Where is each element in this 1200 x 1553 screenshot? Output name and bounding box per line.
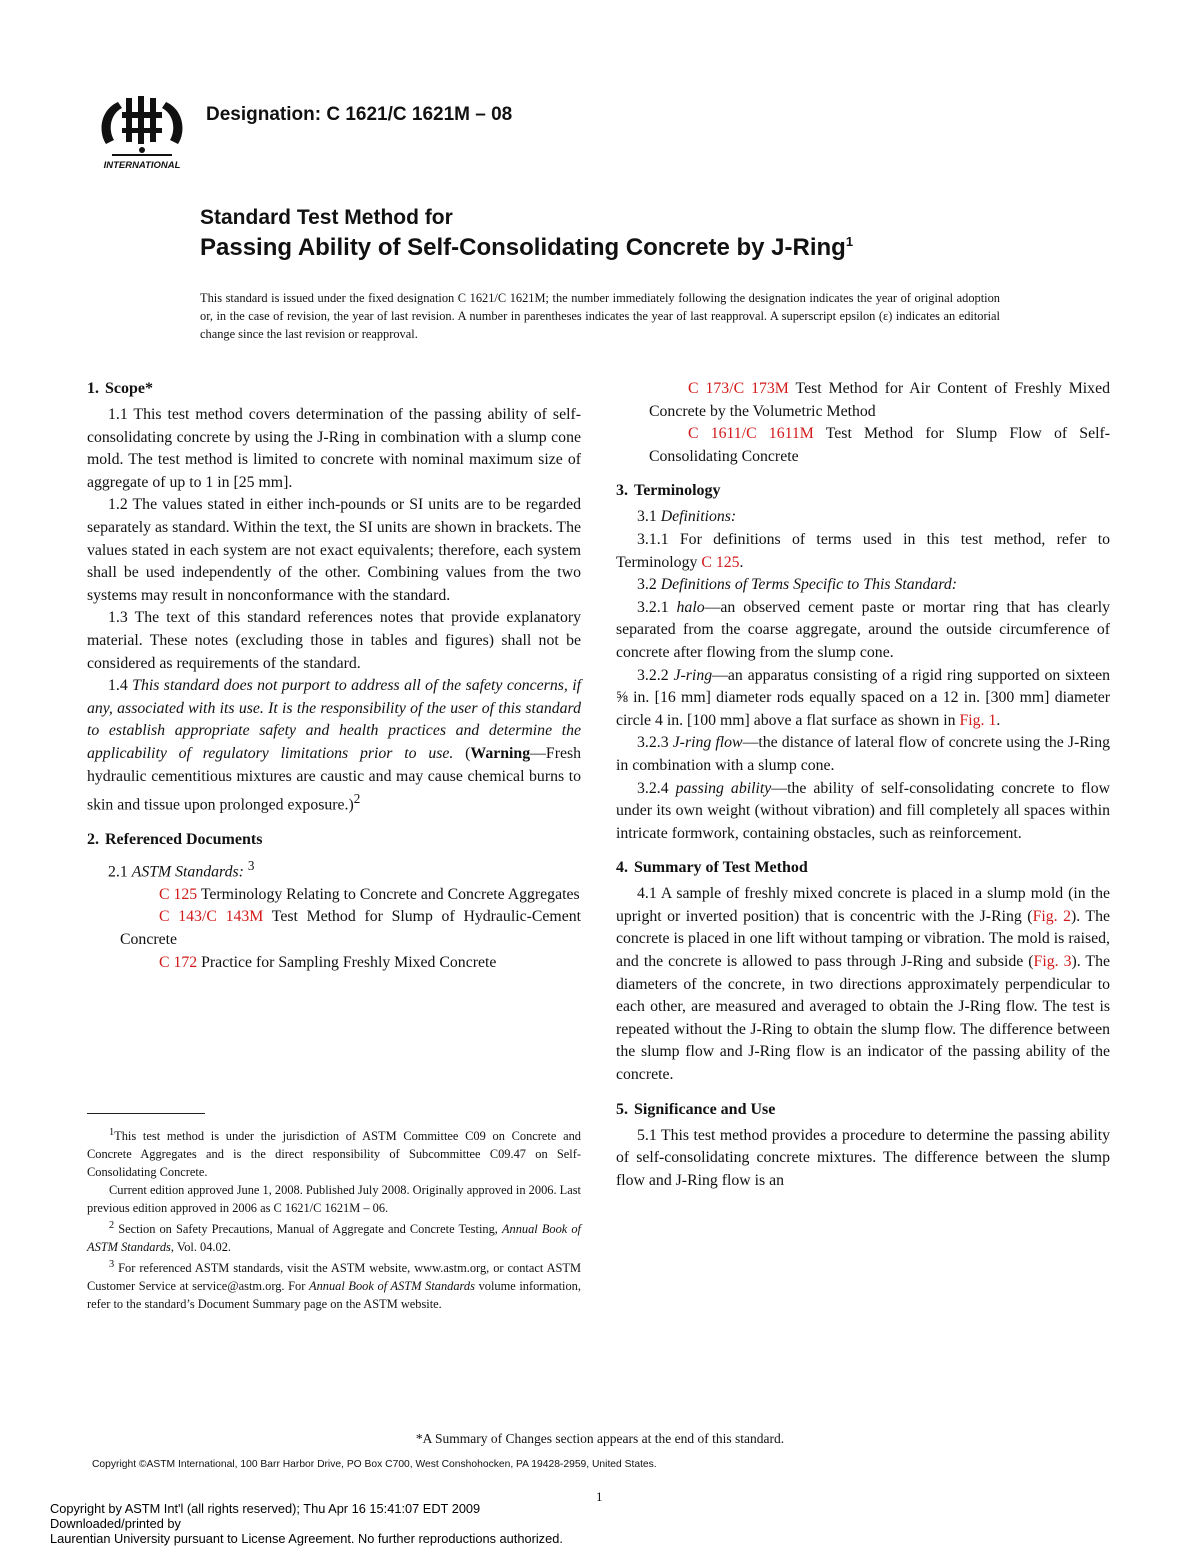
section-5-heading: 5. Significance and Use xyxy=(616,1100,776,1118)
paragraph-3-2-3: 3.2.3 J-ring flow—the distance of lateral flow of concrete using the J-Ring in combination with a slump cone. xyxy=(616,734,1110,774)
section-4-heading: 4. Summary of Test Method xyxy=(616,859,808,877)
reference-link-c173[interactable]: C 173/C 173M xyxy=(688,380,789,397)
footnote-2: $^2$ Section on Safety Precautions, Manual of Aggregate and Concrete Testing, Annual Book of ASTM Standards, Vol. 04.02. xyxy=(87,1220,581,1255)
paragraph-3-1-1: 3.1.1 For definitions of terms used in this test method, refer to Terminology C 125. xyxy=(616,530,1110,571)
figure-link-2[interactable]: Fig. 2 xyxy=(1032,907,1071,925)
summary-of-changes-note: *A Summary of Changes section appears at the end of this standard. xyxy=(415,1431,785,1446)
title-text: Passing Ability of Self-Consolidating Concrete by J-Ring xyxy=(200,234,846,261)
paragraph-3-2-4: 3.2.4 passing ability—the ability of self-consolidating concrete to flow under its own weight (without vibration) and fill completely all spaces within intricate formwork, containing obstacles, such as reinforcement. xyxy=(616,779,1110,842)
title-line-2 xyxy=(200,234,853,262)
reference-link-c125[interactable]: C 125 xyxy=(159,885,198,903)
reference-c1611: C 1611/C 1611M Test Method for Slump Flow of Self-Consolidating Concrete xyxy=(649,425,1110,465)
paragraph-1-1: 1.1 This test method covers determination of the passing ability of self-consolidating concrete by using the J-Ring in combination with a slump cone mold. The test method is limited to concrete with nominal maximum size of aggregate of up to 1 in [25 mm]. xyxy=(87,406,581,491)
reference-c172: C 172 Practice for Sampling Freshly Mixed Concrete xyxy=(159,953,497,971)
paragraph-3-2-1: 3.2.1 halo—an observed cement paste or mortar ring that has clearly separated from the coarse aggregate, around the outside circumference of concrete after flowing from the slump cone. xyxy=(616,598,1110,661)
reference-link-c125-term[interactable]: C 125 xyxy=(701,553,740,571)
download-line-2: Downloaded/printed by xyxy=(50,1516,181,1531)
paragraph-1-3: 1.3 The text of this standard references notes that provide explanatory material. These notes (excluding those in tables and figures) shall not be considered as requirements of the standard. xyxy=(87,609,581,672)
footnote-3: $^3$ For referenced ASTM standards, visit the ASTM website, www.astm.org, or contact ASTM Customer Service at service@astm.org. For Annual Book of ASTM Standards volume information, refer to the standard’s Document Summary page on the ASTM website. xyxy=(87,1259,581,1312)
reference-c173: C 173/C 173M Test Method for Air Content of Freshly Mixed Concrete by the Volumetric Method xyxy=(649,380,1110,420)
download-line-3: Laurentian University pursuant to License Agreement. No further reproductions authorized. xyxy=(50,1531,563,1546)
right-column xyxy=(616,378,1110,1192)
footnotes xyxy=(87,1124,581,1313)
section-3-heading: 3. Terminology xyxy=(616,482,721,500)
section-2-heading: 2. Referenced Documents xyxy=(87,830,263,848)
paragraph-4-1: 4.1 A sample of freshly mixed concrete is placed in a slump mold (in the upright or inverted position) that is concentric with the J-Ring (Fig. 2). The concrete is placed in one lift without tamping or vibration. The mold is raised, and the concrete is allowed to pass through J-Ring and subside (Fig. 3). The diameters of the concrete, in two directions approximately perpendicular to each other, are measured and averaged to obtain the J-Ring flow. The test is repeated without the J-Ring to obtain the slump flow. The difference between the slump flow and J-Ring flow is an indicator of the passing ability of the concrete. xyxy=(616,885,1110,1084)
footnote-1b: Current edition approved June 1, 2008. Published July 2008. Originally approved in 2006. Last previous edition approved in 2006 as C 1621/C 1621M – 06. xyxy=(87,1183,581,1216)
paragraph-1-2: 1.2 The values stated in either inch-pounds or SI units are to be regarded separately as standard. Within the text, the SI units are shown in brackets. The values stated in each system are not exact equivalents; therefore, each system shall be used independently of the other. Combining values from the two systems may result in nonconformance with the standard. xyxy=(87,496,581,604)
reference-c125: C 125 Terminology Relating to Concrete and Concrete Aggregates xyxy=(159,885,580,903)
paragraph-5-1: 5.1 This test method provides a procedure to determine the passing ability of self-consolidating concrete mixtures. The difference between the slump flow and J-Ring flow is an xyxy=(616,1126,1110,1189)
paragraph-1-4: 1.4 This standard does not purport to address all of the safety concerns, if any, associated with its use. It is the responsibility of the user of this standard to establish appropriate safety and health practices and determine the applicability of regulatory limitations prior to use. (Warning—Fresh hydraulic cementitious mixtures are caustic and may cause chemical burns to skin and tissue upon prolonged exposure.)$^2$ xyxy=(87,677,582,814)
footnote-divider xyxy=(87,1113,205,1114)
reference-link-c143[interactable]: C 143/C 143M xyxy=(159,908,264,926)
left-column xyxy=(87,378,581,974)
copyright-line: Copyright ©ASTM International, 100 Barr Harbor Drive, PO Box C700, West Conshohocken, PA 19428-2959, United States. xyxy=(92,1459,657,1470)
page-number: 1 xyxy=(596,1489,603,1504)
issued-note: This standard is issued under the fixed designation C 1621/C 1621M; the number immediately following the designation indicates the year of original adoption or, in the case of revision, the year of last revision. A number in parentheses indicates the year of last reapproval. A superscript epsilon (ε) indicates an editorial change since the last revision or reapproval. xyxy=(200,291,1000,341)
paragraph-3-2-2: 3.2.2 J-ring—an apparatus consisting of a rigid ring supported on sixteen ⅝ in. [16 mm] diameter rods equally spaced on a 12 in. [300 mm] diameter circle 4 in. [100 mm] above a flat surface as shown in Fig. 1. xyxy=(616,666,1110,729)
download-line-1: Copyright by ASTM Int'l (all rights reserved); Thu Apr 16 15:41:07 EDT 2009 xyxy=(50,1501,481,1516)
footnote-1: $^1$This test method is under the jurisdiction of ASTM Committee C09 on Concrete and Concrete Aggregates and is the direct responsibility of Subcommittee C09.47 on Self-Consolidating Concrete. xyxy=(87,1127,581,1180)
title-footnote-mark: 1 xyxy=(845,234,854,249)
figure-link-1[interactable]: Fig. 1 xyxy=(959,711,997,729)
reference-link-c172[interactable]: C 172 xyxy=(159,953,198,971)
reference-c143: C 143/C 143M Test Method for Slump of Hydraulic-Cement Concrete xyxy=(120,908,581,948)
section-1-heading: 1. Scope* xyxy=(87,380,153,397)
figure-link-3[interactable]: Fig. 3 xyxy=(1033,953,1072,971)
paragraph-2-1: 2.1 ASTM Standards: $^3$ xyxy=(108,857,255,881)
paragraph-3-1: 3.1 Definitions: xyxy=(637,508,737,526)
designation: Designation: C 1621/C 1621M – 08 xyxy=(206,104,513,125)
title-line-1: Standard Test Method for xyxy=(200,206,453,229)
reference-link-c1611[interactable]: C 1611/C 1611M xyxy=(688,425,814,443)
logo-text: INTERNATIONAL xyxy=(103,160,181,171)
download-notice xyxy=(50,1501,563,1546)
astm-logo-icon xyxy=(92,92,192,172)
paragraph-3-2: 3.2 Definitions of Terms Specific to This Standard: xyxy=(637,576,958,594)
